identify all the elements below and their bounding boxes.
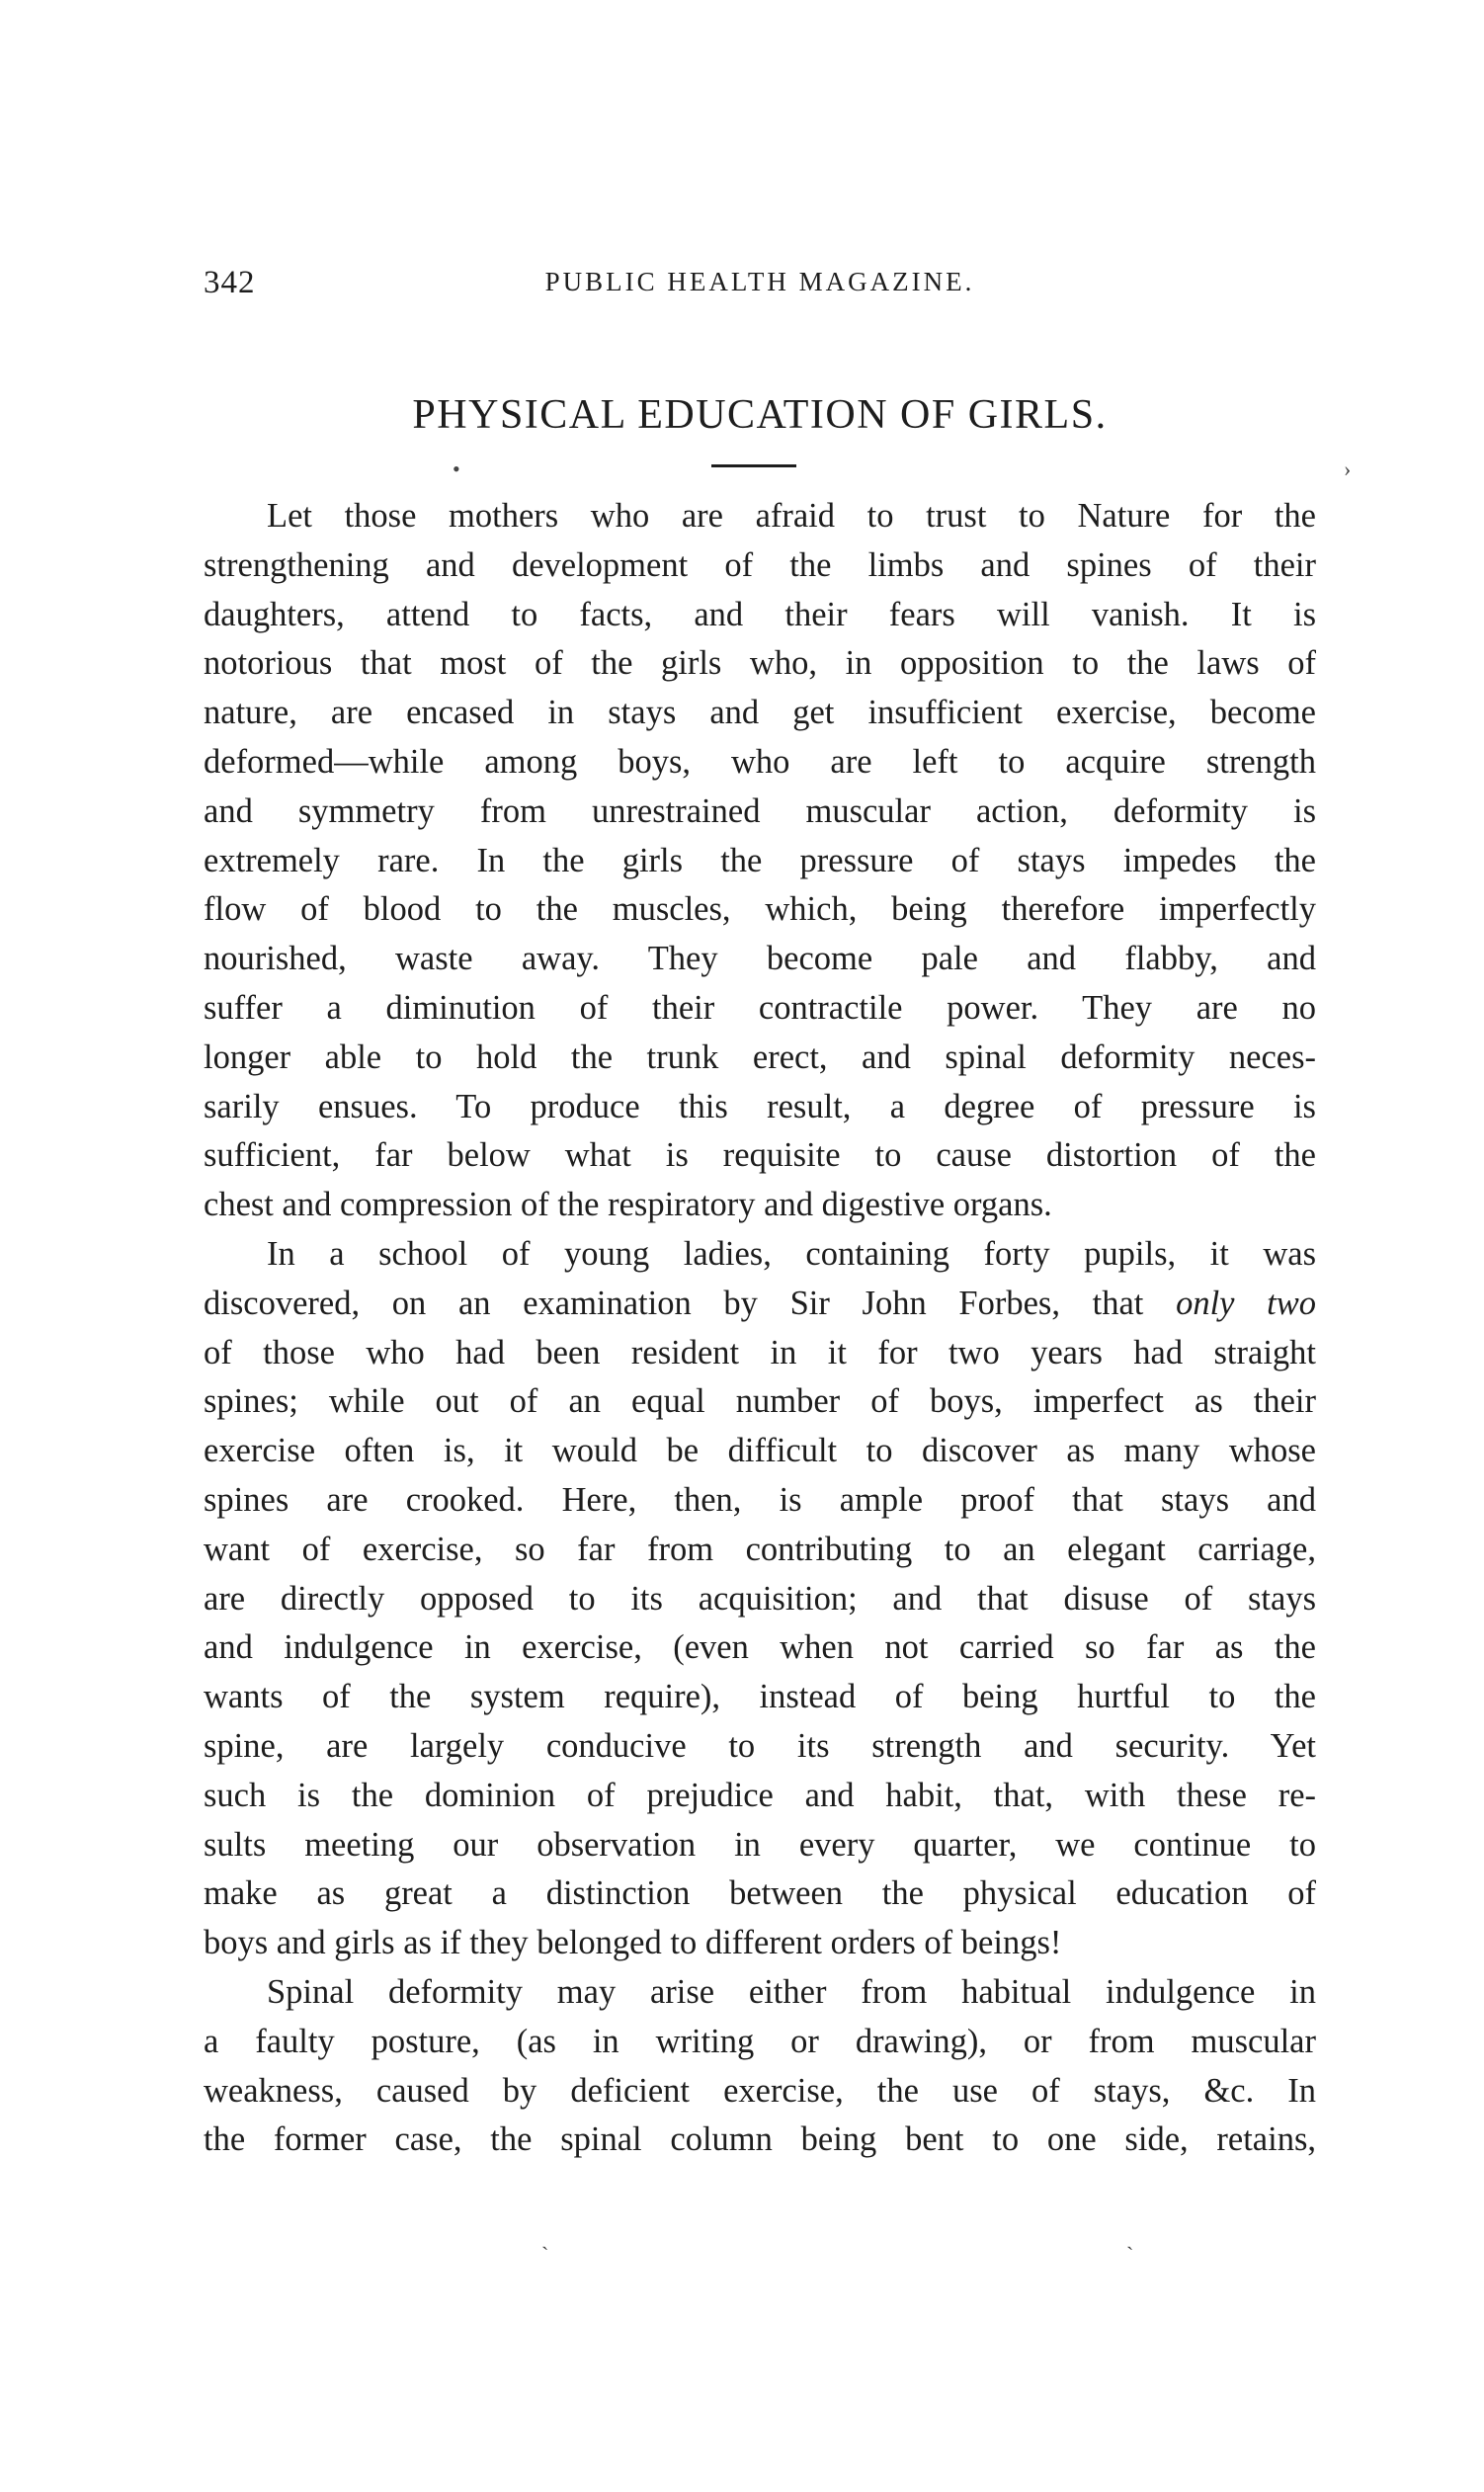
running-head bbox=[204, 265, 1316, 308]
body-line: spines are crooked. Here, then, is ample proof that stays and bbox=[204, 1480, 1316, 1519]
body-line: suffer a diminution of their contractile power. They are no bbox=[204, 988, 1316, 1027]
body-line: chest and compression of the respiratory and digestive organs. bbox=[204, 1186, 1052, 1224]
body-line: spines; while out of an equal number of boys, imperfect as their bbox=[204, 1382, 1316, 1421]
body-line: wants of the system require), instead of being hurtful to the bbox=[204, 1678, 1316, 1716]
body-line: the former case, the spinal column being bent to one side, retains, bbox=[204, 2120, 1316, 2159]
body-line: of those who had been resident in it for two years had straight bbox=[204, 1333, 1316, 1371]
body-line: want of exercise, so far from contributing to an elegant carriage, bbox=[204, 1530, 1316, 1568]
stray-bottom-mark: ˎ bbox=[541, 2225, 549, 2250]
body-line: deformed—while among boys, who are left to acquire strength bbox=[204, 742, 1316, 781]
stray-bottom-mark: ˏ bbox=[1126, 2225, 1134, 2250]
body-line: sarily ensues. To produce this result, a degree of pressure is bbox=[204, 1087, 1316, 1125]
body-line: sults meeting our observation in every quarter, we continue to bbox=[204, 1825, 1316, 1864]
body-line: are directly opposed to its acquisition; and that disuse of stays bbox=[204, 1579, 1316, 1618]
body-line: Let those mothers who are afraid to trust to Nature for the bbox=[267, 497, 1316, 535]
body-line: nourished, waste away. They become pale and flabby, and bbox=[204, 940, 1316, 978]
body-line: a faulty posture, (as in writing or drawing), or from muscular bbox=[204, 2022, 1316, 2060]
body-line: In a school of young ladies, containing forty pupils, it was bbox=[267, 1234, 1316, 1273]
body-line: and symmetry from unrestrained muscular action, deformity is bbox=[204, 791, 1316, 830]
body-line: and indulgence in exercise, (even when not carried so far as the bbox=[204, 1628, 1316, 1667]
body-line: daughters, attend to facts, and their fears will vanish. It is bbox=[204, 595, 1316, 633]
body-line: such is the dominion of prejudice and habit, that, with these re- bbox=[204, 1776, 1316, 1814]
body-line: longer able to hold the trunk erect, and spinal deformity neces- bbox=[204, 1038, 1316, 1076]
body-line: notorious that most of the girls who, in opposition to the laws of bbox=[204, 644, 1316, 683]
stray-margin-mark: › bbox=[1344, 457, 1352, 481]
article-body bbox=[204, 492, 1316, 2165]
body-line: Spinal deformity may arise either from habitual indulgence in bbox=[267, 1972, 1316, 2011]
body-line: sufficient, far below what is requisite to cause distortion of the bbox=[204, 1136, 1316, 1175]
body-line-text: discovered, on an examination by Sir John Forbes, that bbox=[204, 1284, 1177, 1322]
article-title: PHYSICAL EDUCATION OF GIRLS. bbox=[412, 392, 1108, 438]
page-number: 342 bbox=[204, 265, 256, 300]
body-line: flow of blood to the muscles, which, being therefore imperfectly bbox=[204, 890, 1316, 929]
body-line: weakness, caused by deficient exercise, the use of stays, &c. In bbox=[204, 2071, 1316, 2110]
stray-dot-mark: • bbox=[453, 457, 460, 481]
body-line: nature, are encased in stays and get insufficient exercise, become bbox=[204, 694, 1316, 732]
body-line: exercise often is, it would be difficult to discover as many whose bbox=[204, 1432, 1316, 1470]
body-line: boys and girls as if they belonged to different orders of beings! bbox=[204, 1924, 1062, 1962]
emphasis-only-two: only two bbox=[1176, 1284, 1316, 1322]
body-line: spine, are largely conducive to its strength and security. Yet bbox=[204, 1726, 1316, 1765]
body-line: strengthening and development of the limbs and spines of their bbox=[204, 545, 1316, 584]
body-line-with-emphasis bbox=[204, 1280, 1316, 1329]
body-line: make as great a distinction between the physical education of bbox=[204, 1874, 1316, 1913]
body-line: extremely rare. In the girls the pressure of stays impedes the bbox=[204, 841, 1316, 879]
running-title: PUBLIC HEALTH MAGAZINE. bbox=[544, 267, 975, 296]
title-rule bbox=[711, 464, 796, 467]
